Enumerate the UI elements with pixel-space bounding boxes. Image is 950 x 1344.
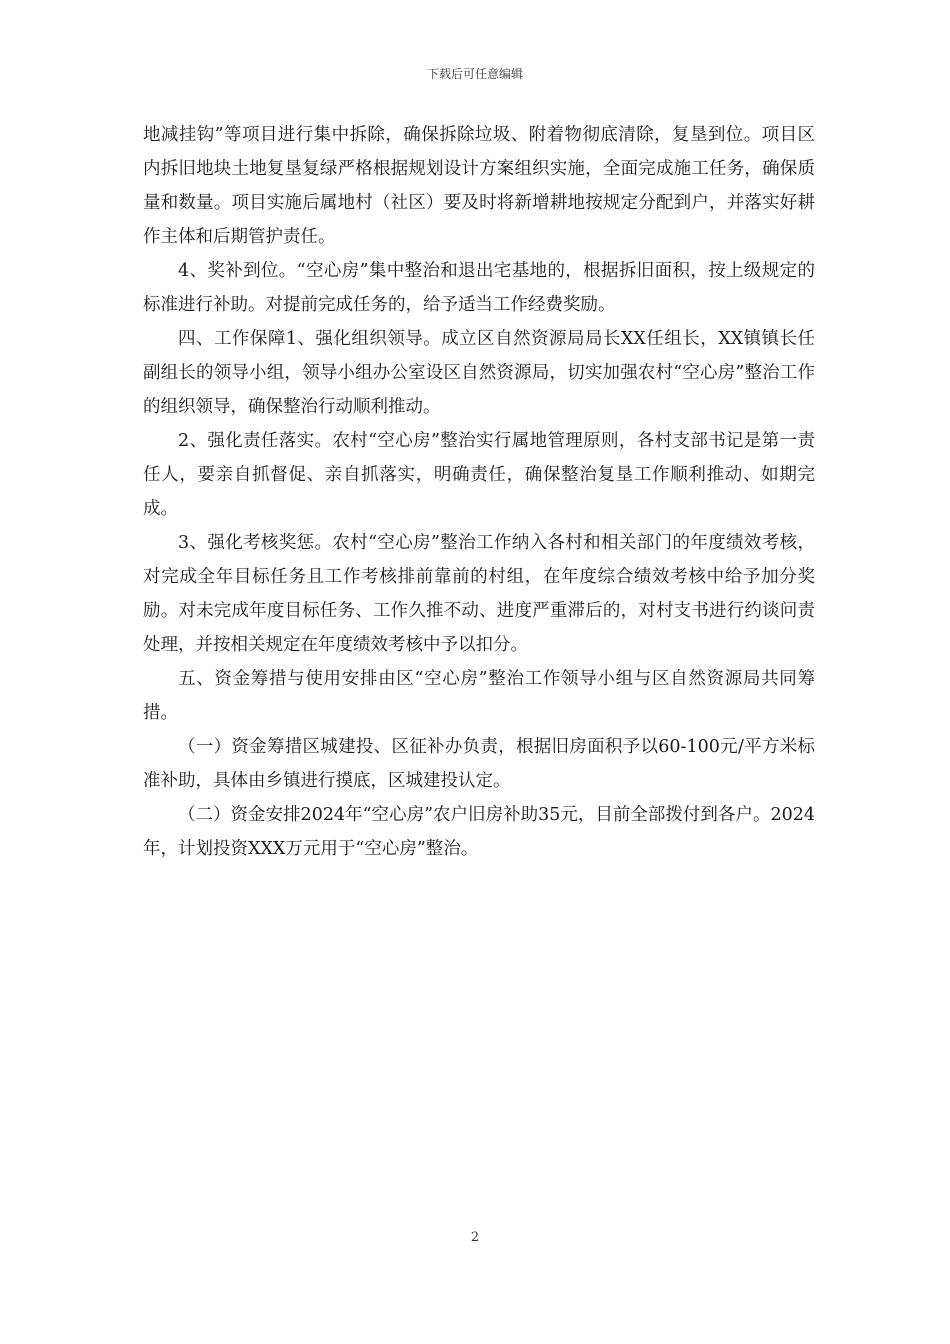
- page-number: 2: [470, 1230, 480, 1245]
- paragraph-funding-arrangement: （二）资金安排2024年“空心房”农户旧房补助35元，目前全部拨付到各户。2024年，计划投资XXX万元用于“空心房”整治。: [143, 805, 815, 859]
- paragraph-assessment: 3、强化考核奖惩。农村“空心房”整治工作纳入各村和相关部门的年度绩效考核，对完成全年目标任务且工作考核排前靠前的村组，在年度综合绩效考核中给予加分奖励。对未完成年度目标任务、工作久推不动、进度严重滞后的，对村支书进行约谈问责处理，并按相关规定在年度绩效考核中予以扣分。: [143, 533, 815, 655]
- document-body: [143, 118, 815, 866]
- page-header: 下载后可任意编辑: [426, 67, 523, 81]
- paragraph-continuation: 地减挂钩”等项目进行集中拆除，确保拆除垃圾、附着物彻底清除，复垦到位。项目区内拆旧地块土地复垦复绿严格根据规划设计方案组织实施，全面完成施工任务，确保质量和数量。项目实施后属地村（社区）要及时将新增耕地按规定分配到户，并落实好耕作主体和后期管护责任。: [143, 125, 815, 247]
- paragraph-subsidy: 4、奖补到位。“空心房”集中整治和退出宅基地的，根据拆旧面积，按上级规定的标准进行补助。对提前完成任务的，给予适当工作经费奖励。: [143, 261, 815, 315]
- paragraph-responsibility: 2、强化责任落实。农村“空心房”整治实行属地管理原则，各村支部书记是第一责任人，要亲自抓督促、亲自抓落实，明确责任，确保整治复垦工作顺利推动、如期完成。: [143, 431, 815, 519]
- paragraph-work-guarantee: 四、工作保障1、强化组织领导。成立区自然资源局局长XX任组长，XX镇镇长任副组长的领导小组，领导小组办公室设区自然资源局，切实加强农村“空心房”整治工作的组织领导，确保整治行动顺利推动。: [143, 329, 815, 417]
- paragraph-funding-raising: （一）资金筹措区城建投、区征补办负责，根据旧房面积予以60-100元/平方米标准补助，具体由乡镇进行摸底，区城建投认定。: [143, 737, 815, 791]
- paragraph-funding: 五、资金筹措与使用安排由区“空心房”整治工作领导小组与区自然资源局共同筹措。: [143, 669, 815, 723]
